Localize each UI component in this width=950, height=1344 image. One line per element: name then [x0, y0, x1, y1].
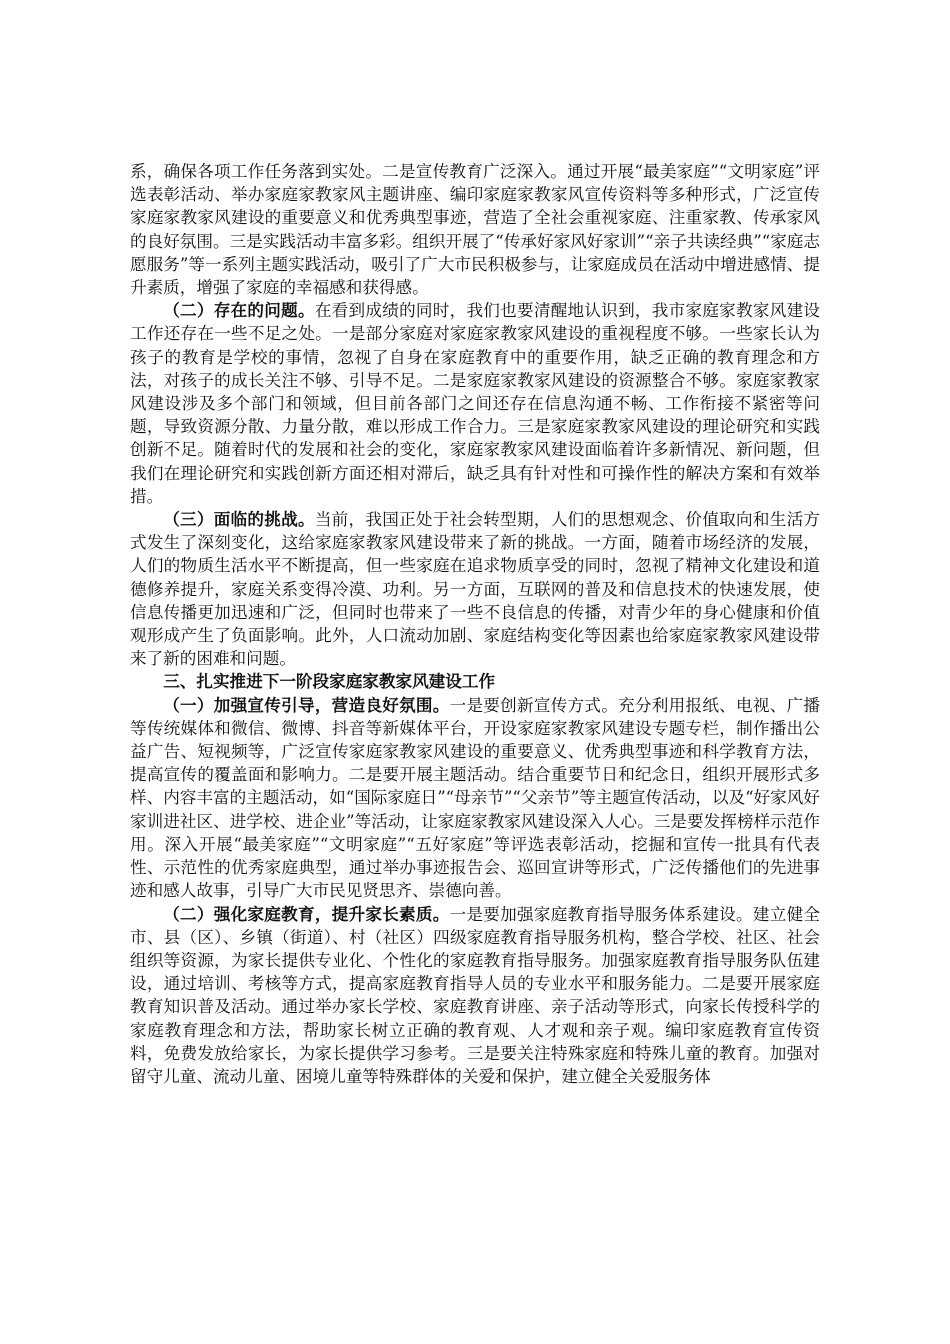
document-page	[130, 160, 820, 1088]
paragraph-publicity-guidance	[130, 694, 820, 903]
paragraph-lead-heading: （二）强化家庭教育，提升家长素质。	[163, 903, 450, 924]
paragraph-existing-problems	[130, 299, 820, 508]
paragraph-text: 系，确保各项工作任务落到实处。二是宣传教育广泛深入。通过开展“最美家庭”“文明家庭”评选表彰活动、举办家庭家教家风主题讲座、编印家庭家教家风宣传资料等多种形式，广泛宣传家庭家教家风建设的重要意义和优秀典型事迹，营造了全社会重视家庭、注重家教、传承家风的良好氛围。三是实践活动丰富多彩。组织开展了“传承好家风好家训”“亲子共读经典”“家庭志愿服务”等一系列主题实践活动，吸引了广大市民积极参与，让家庭成员在活动中增进感情、提升素质，增强了家庭的幸福感和获得感。	[130, 162, 820, 298]
paragraph-text: 一是要创新宣传方式。充分利用报纸、电视、广播等传统媒体和微信、微博、抖音等新媒体平台，开设家庭家教家风建设专题专栏，制作播出公益广告、短视频等，广泛宣传家庭家教家风建设的重要意义、优秀典型事迹和科学教育方法，提高宣传的覆盖面和影响力。二是要开展主题活动。结合重要节日和纪念日，组织开展形式多样、内容丰富的主题活动，如“国际家庭日”“母亲节”“父亲节”等主题宣传活动，以及“好家风好家训进社区、进学校、进企业”等活动，让家庭家教家风建设深入人心。三是要发挥榜样示范作用。深入开展“最美家庭”“文明家庭”“五好家庭”等评选表彰活动，挖掘和宣传一批具有代表性、示范性的优秀家庭典型，通过举办事迹报告会、巡回宣讲等形式，广泛传播他们的先进事迹和感人故事，引导广大市民见贤思齐、崇德向善。	[130, 695, 821, 901]
paragraph-lead-heading: （一）加强宣传引导，营造良好氛围。	[163, 694, 450, 715]
paragraph-lead-heading: （三）面临的挑战。	[163, 509, 315, 530]
paragraph-family-education	[130, 903, 820, 1089]
paragraph-text: 当前，我国正处于社会转型期，人们的思想观念、价值取向和生活方式发生了深刻变化，这给家庭家教家风建设带来了新的挑战。一方面，随着市场经济的发展，人们的物质生活水平不断提高，但一些家庭在追求物质享受的同时，忽视了精神文化建设和道德修养提升，家庭关系变得冷漠、功利。另一方面，互联网的普及和信息技术的快速发展，使信息传播更加迅速和广泛，但同时也带来了一些不良信息的传播，对青少年的身心健康和价值观形成产生了负面影响。此外，人口流动加剧、家庭结构变化等因素也给家庭家教家风建设带来了新的困难和问题。	[130, 510, 821, 669]
paragraph-text: 一是要加强家庭教育指导服务体系建设。建立健全市、县（区）、乡镇（街道）、村（社区）四级家庭教育指导服务机构，整合学校、社区、社会组织等资源，为家长提供专业化、个性化的家庭教育指导服务。加强家庭教育指导服务队伍建设，通过培训、考核等方式，提高家庭教育指导人员的专业水平和服务能力。二是要开展家庭教育知识普及活动。通过举办家长学校、家庭教育讲座、亲子活动等形式，向家长传授科学的家庭教育理念和方法，帮助家长树立正确的教育观、人才观和亲子观。编印家庭教育宣传资料，免费发放给家长，为家长提供学习参考。三是要关注特殊家庭和特殊儿童的教育。加强对留守儿童、流动儿童、困境儿童等特殊群体的关爱和保护，建立健全关爱服务体	[130, 904, 821, 1086]
paragraph-lead-heading: （二）存在的问题。	[163, 300, 315, 321]
section-heading: 三、扎实推进下一阶段家庭家教家风建设工作	[163, 671, 496, 692]
paragraph-text: 在看到成绩的同时，我们也要清醒地认识到，我市家庭家教家风建设工作还存在一些不足之处。一是部分家庭对家庭家教家风建设的重视程度不够。一些家长认为孩子的教育是学校的事情，忽视了自身在家庭教育中的重要作用，缺乏正确的教育理念和方法，对孩子的成长关注不够、引导不足。二是家庭家教家风建设的资源整合不够。家庭家教家风建设涉及多个部门和领域，但目前各部门之间还存在信息沟通不畅、工作衔接不紧密等问题，导致资源分散、力量分散，难以形成工作合力。三是家庭家教家风建设的理论研究和实践创新不足。随着时代的发展和社会的变化，家庭家教家风建设面临着许多新情况、新问题，但我们在理论研究和实践创新方面还相对滞后，缺乏具有针对性和可操作性的解决方案和有效举措。	[130, 301, 821, 506]
paragraph-challenges	[130, 508, 820, 670]
paragraph-achievements-continued	[130, 160, 820, 299]
